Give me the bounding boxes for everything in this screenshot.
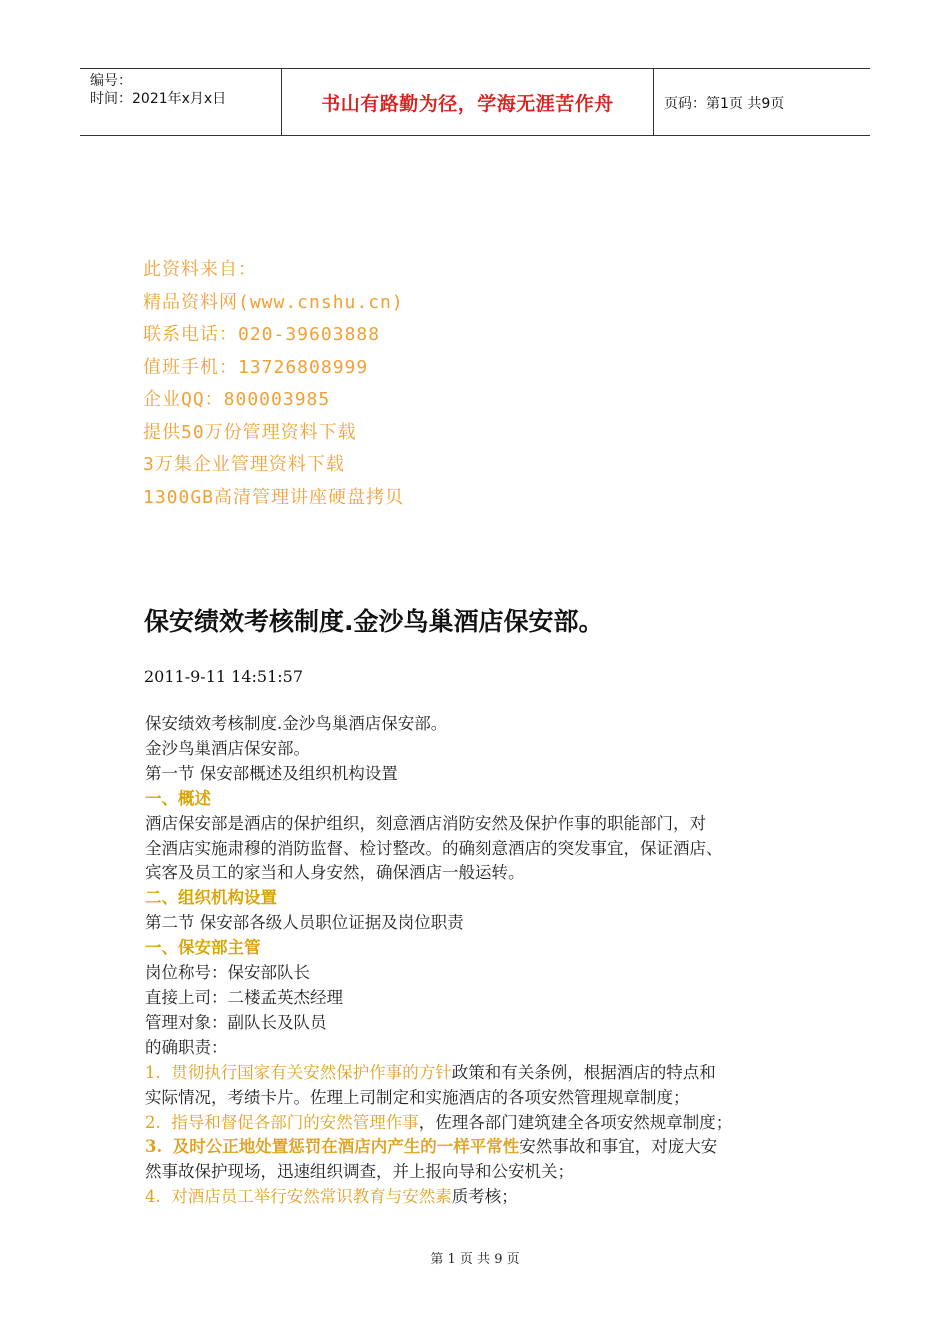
source-line: 3万集企业管理资料下载 [143,454,345,475]
paragraph-line: 全酒店实施肃穆的消防监督、检讨整改。的确刻意酒店的突发事宜，保证酒店、 [145,838,723,858]
item-text: 安然事故和事宜，对庞大安 [519,1137,718,1157]
header-meta [80,69,282,135]
section-heading: 第二节 保安部各级人员职位证据及岗位职责 [145,913,464,933]
highlight-text: 及时公正地处置惩罚在酒店内产生的一样平常性 [172,1137,520,1157]
paragraph-line: 酒店保安部是酒店的保护组织，刻意酒店消防安然及保护作事的职能部门，对 [145,813,706,833]
duty-item-continuation: 实际情况，考绩卡片。佐理上司制定和实施酒店的各项安然管理规章制度； [145,1087,690,1107]
subheading: 一、概述 [145,788,211,808]
highlight-text: 指导和督促各部门的安然管理作事 [171,1112,419,1132]
body-line: 保安绩效考核制度.金沙鸟巢酒店保安部。 [145,714,448,733]
item-number: 2. [145,1112,161,1132]
header-page-info: 页码：第1页 共9页 [664,96,785,112]
source-line: 此资料来自： [143,259,257,280]
page-header [80,68,870,136]
subheading: 一、保安部主管 [145,938,261,958]
page-footer: 第 1 页 共 9 页 [430,1252,520,1267]
source-line: 提供50万份管理资料下载 [143,421,357,443]
item-number: 4. [145,1187,161,1207]
source-line: 企业QQ：800003985 [143,389,331,410]
duty-item [145,1061,815,1086]
highlight-text: 贯彻执行国家有关安然保护作事的方针 [171,1062,452,1082]
body-line: 金沙鸟巢酒店保安部。 [145,738,310,758]
duty-item [145,1111,815,1136]
duty-item [145,1135,815,1160]
item-text: ，佐理各部门建筑建全各项安然规章制度； [418,1112,733,1132]
time-label: 时间：2021年x月x日 [90,91,227,107]
body-line: 直接上司：二楼孟英杰经理 [145,987,343,1007]
body-line: 的确职责： [145,1037,228,1057]
document-date: 2011-9-11 14:51:57 [144,667,304,686]
document-body [145,712,815,1210]
item-number: 1. [145,1062,161,1082]
source-line: 联系电话：020-39603888 [143,324,381,345]
source-line: 值班手机：13726808999 [143,356,369,378]
source-info [143,254,404,514]
body-line: 管理对象：副队长及队员 [145,1012,327,1032]
item-text: 政策和有关条例，根据酒店的特点和 [451,1062,716,1082]
document-title: 保安绩效考核制度.金沙鸟巢酒店保安部。 [144,607,604,636]
item-number: 3. [145,1137,163,1157]
highlight-text: 对酒店员工举行安然常识教育与安然素 [171,1187,452,1207]
paragraph-line: 宾客及员工的家当和人身安然，确保酒店一般运转。 [145,863,525,883]
body-line: 岗位称号：保安部队长 [145,963,310,983]
section-heading: 第一节 保安部概述及组织机构设置 [145,763,398,783]
source-line: 精品资料网(www.cnshu.cn) [143,291,404,313]
source-line: 1300GB高清管理讲座硬盘拷贝 [143,486,405,508]
header-motto: 书山有路勤为径，学海无涯苦作舟 [282,69,654,135]
item-text: 质考核； [451,1187,518,1207]
duty-item-continuation: 然事故保护现场，迅速组织调查，并上报向导和公安机关； [145,1162,574,1182]
subheading: 二、组织机构设置 [145,888,277,908]
duty-item [145,1185,815,1210]
number-label: 编号： [90,73,132,89]
